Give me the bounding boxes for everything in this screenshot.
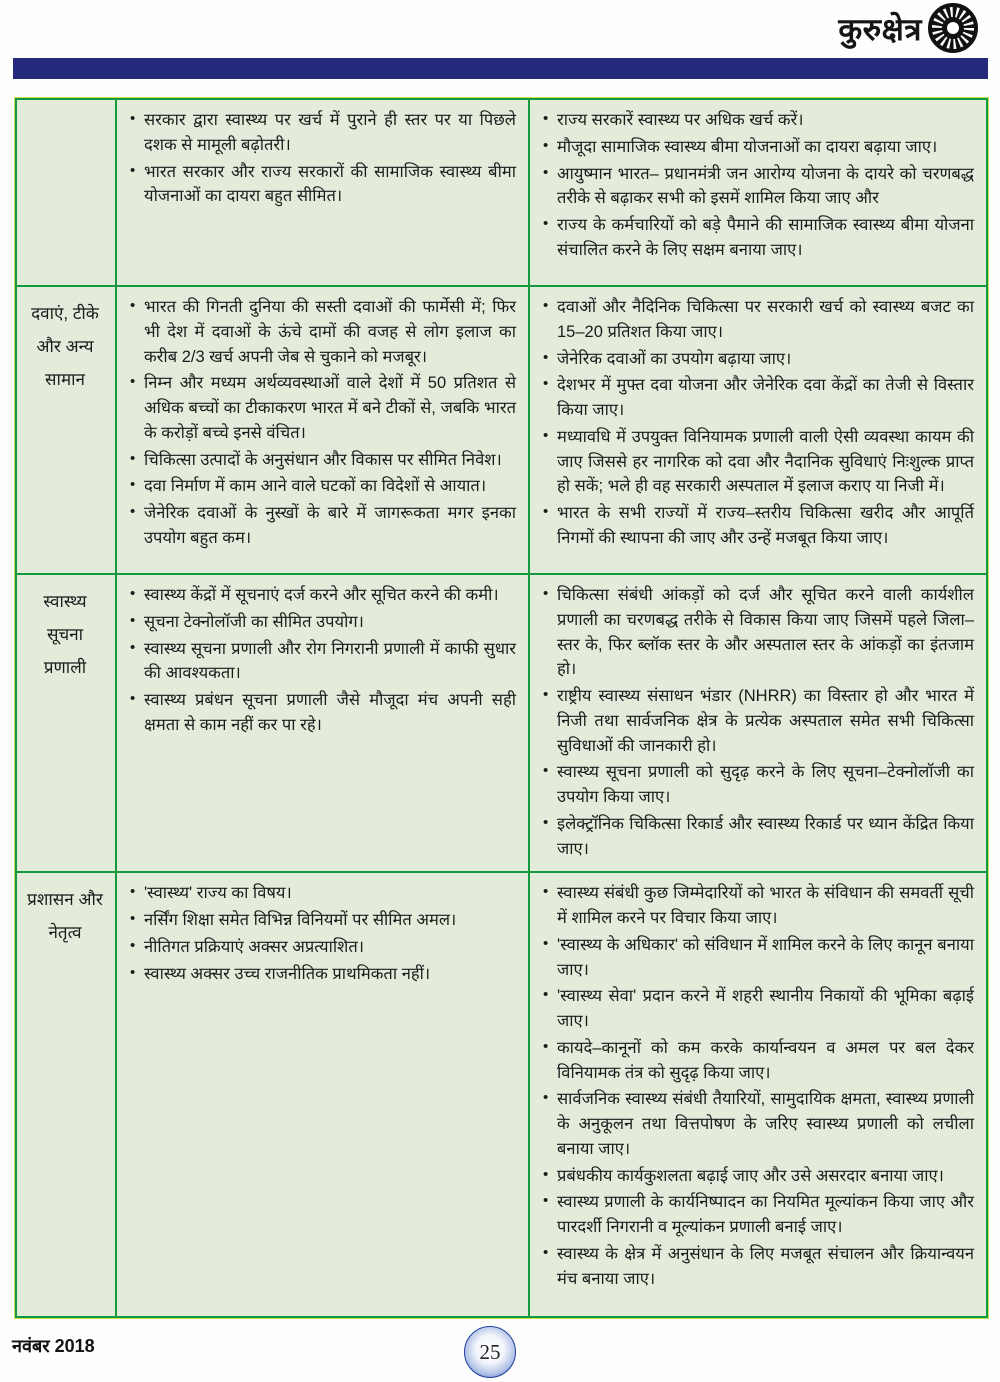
issues-cell — [117, 575, 530, 871]
table-row — [17, 287, 986, 575]
bullet-item: • इलेक्ट्रॉनिक चिकित्सा रिकार्ड और स्वास्थ्य रिकार्ड पर ध्यान केंद्रित किया जाए। — [540, 812, 974, 862]
recommendations-cell-list — [540, 881, 974, 1291]
bullet-item: • भारत सरकार और राज्य सरकारों की सामाजिक स्वास्थ्य बीमा योजनाओं का दायरा बहुत सीमित। — [127, 160, 516, 210]
issues-cell — [117, 287, 530, 573]
issues-cell-list — [127, 881, 516, 986]
bullet-item: • 'स्वास्थ्य सेवा' प्रदान करने में शहरी स्थानीय निकायों की भूमिका बढ़ाई जाए। — [540, 984, 974, 1034]
chakra-emblem-icon — [928, 3, 978, 53]
bullet-item: • स्वास्थ्य केंद्रों में सूचनाएं दर्ज करने और सूचित करने की कमी। — [127, 583, 516, 608]
bullet-item: • स्वास्थ्य सूचना प्रणाली को सुदृढ़ करने के लिए सूचना–टेक्नोलॉजी का उपयोग किया जाए। — [540, 760, 974, 810]
issues-table — [15, 98, 988, 1318]
recommendations-cell-list — [540, 108, 974, 263]
table-row — [17, 575, 986, 873]
recommendations-cell — [530, 287, 986, 573]
recommendations-cell — [530, 873, 986, 1316]
issues-cell — [117, 873, 530, 1316]
table-row — [17, 100, 986, 287]
bullet-item: • चिकित्सा उत्पादों के अनुसंधान और विकास पर सीमित निवेश। — [127, 448, 516, 473]
bullet-item: • 'स्वास्थ्य' राज्य का विषय। — [127, 881, 516, 906]
bullet-item: • नीतिगत प्रक्रियाएं अक्सर अप्रत्याशित। — [127, 935, 516, 960]
bullet-item: • जेनेरिक दवाओं के नुस्खों के बारे में जागरूकता मगर इनका उपयोग बहुत कम। — [127, 501, 516, 551]
bullet-item: • सार्वजनिक स्वास्थ्य संबंधी तैयारियों, सामुदायिक क्षमता, स्वास्थ्य प्रणाली के अनुकूलन तथा वित्तपोषण के जरिए स्वास्थ्य प्रणाली को लचीला बनाया जाए। — [540, 1087, 974, 1161]
bullet-item: • कायदे–कानूनों को कम करके कार्यान्वयन व अमल पर बल देकर विनियामक तंत्र को सुदृढ़ किया जाए। — [540, 1036, 974, 1086]
bullet-item: • देशभर में मुफ्त दवा योजना और जेनेरिक दवा केंद्रों का तेजी से विस्तार किया जाए। — [540, 373, 974, 423]
footer-issue-date: नवंबर 2018 — [12, 1336, 95, 1356]
bullet-item: • मध्यावधि में उपयुक्त विनियामक प्रणाली वाली ऐसी व्यवस्था कायम की जाए जिससे हर नागरिक को दवा और नैदानिक सुविधाएं निःशुल्क प्राप्त हो सकें; भले ही वह सरकारी अस्पताल में इलाज कराए या निजी में। — [540, 425, 974, 499]
table-row — [17, 873, 986, 1316]
bullet-item: • आयुष्मान भारत– प्रधानमंत्री जन आरोग्य योजना के दायरे को चरणबद्ध तरीके से बढ़ाकर सभी को इसमें शामिल किया जाए और — [540, 162, 974, 212]
bullet-item: • चिकित्सा संबंधी आंकड़ों को दर्ज और सूचित करने वाली कार्यशील प्रणाली का चरणबद्ध तरीके से विकास किया जाए जिसमें पहले जिला–स्तर के, फिर ब्लॉक स्तर के और अस्पताल स्तर के आंकड़ों का इंतजाम हो। — [540, 583, 974, 682]
bullet-item: • नर्सिंग शिक्षा समेत विभिन्न विनियमों पर सीमित अमल। — [127, 908, 516, 933]
bullet-item: • स्वास्थ्य सूचना प्रणाली और रोग निगरानी प्रणाली में काफी सुधार की आवश्यकता। — [127, 637, 516, 687]
bullet-item: • स्वास्थ्य प्रबंधन सूचना प्रणाली जैसे मौजूदा मंच अपनी सही क्षमता से काम नहीं कर पा रहे। — [127, 688, 516, 738]
bullet-item: • भारत के सभी राज्यों में राज्य–स्तरीय चिकित्सा खरीद और आपूर्ति निगमों की स्थापना की जाए और उन्हें मजबूत किया जाए। — [540, 501, 974, 551]
page-number: 25 — [479, 1339, 501, 1364]
bullet-item: • निम्न और मध्यम अर्थव्यवस्थाओं वाले देशों में 50 प्रतिशत से अधिक बच्चों का टीकाकरण भारत में बने टीकों से, जबकि भारत के करोड़ों बच्चे इनसे वंचित। — [127, 371, 516, 445]
bullet-item: • स्वास्थ्य के क्षेत्र में अनुसंधान के लिए मजबूत संचालन और क्रियान्वयन मंच बनाया जाए। — [540, 1242, 974, 1292]
recommendations-cell-list — [540, 583, 974, 861]
bullet-item: • प्रबंधकीय कार्यकुशलता बढ़ाई जाए और उसे असरदार बनाया जाए। — [540, 1164, 974, 1189]
issues-cell-list — [127, 108, 516, 209]
row-header-cell: स्वास्थ्य सूचना प्रणाली — [17, 575, 117, 871]
bullet-item: • 'स्वास्थ्य के अधिकार' को संविधान में शामिल करने के लिए कानून बनाया जाए। — [540, 933, 974, 983]
bullet-item: • सूचना टेक्नोलॉजी का सीमित उपयोग। — [127, 610, 516, 635]
bullet-item: • दवा निर्माण में काम आने वाले घटकों का विदेशों से आयात। — [127, 474, 516, 499]
bullet-item: • राज्य के कर्मचारियों को बड़े पैमाने की सामाजिक स्वास्थ्य बीमा योजना संचालित करने के लिए सक्षम बनाया जाए। — [540, 213, 974, 263]
bullet-item: • स्वास्थ्य अक्सर उच्च राजनीतिक प्राथमिकता नहीं। — [127, 962, 516, 987]
bullet-item: • मौजूदा सामाजिक स्वास्थ्य बीमा योजनाओं का दायरा बढ़ाया जाए। — [540, 135, 974, 160]
bullet-item: • राष्ट्रीय स्वास्थ्य संसाधन भंडार (NHRR) का विस्तार हो और भारत में निजी तथा सार्वजनिक क्षेत्र के प्रत्येक अस्पताल समेत सभी चिकित्सा सुविधाओं की जानकारी हो। — [540, 684, 974, 758]
bullet-item: • भारत की गिनती दुनिया की सस्ती दवाओं की फार्मेसी में; फिर भी देश में दवाओं के ऊंचे दामों की वजह से लोग इलाज का करीब 2/3 खर्च अपनी जेब से चुकाने को मजबूर। — [127, 295, 516, 369]
magazine-title: कुरुक्षेत्र — [838, 12, 922, 48]
bullet-item: • जेनेरिक दवाओं का उपयोग बढ़ाया जाए। — [540, 347, 974, 372]
recommendations-cell-list — [540, 295, 974, 551]
bullet-item: • सरकार द्वारा स्वास्थ्य पर खर्च में पुराने ही स्तर पर या पिछले दशक से मामूली बढ़ोतरी। — [127, 108, 516, 158]
bullet-item: • स्वास्थ्य संबंधी कुछ जिम्मेदारियों को भारत के संविधान की समवर्ती सूची में शामिल करने पर विचार किया जाए। — [540, 881, 974, 931]
bullet-item: • राज्य सरकारें स्वास्थ्य पर अधिक खर्च करें। — [540, 108, 974, 133]
page-number-badge — [464, 1326, 516, 1378]
issues-cell-list — [127, 295, 516, 551]
row-header-cell — [17, 100, 117, 285]
header-divider-bar — [13, 58, 988, 79]
issues-cell — [117, 100, 530, 285]
row-header-cell: दवाएं, टीके और अन्य सामान — [17, 287, 117, 573]
issues-cell-list — [127, 583, 516, 738]
bullet-item: • दवाओं और नैदिनिक चिकित्सा पर सरकारी खर्च को स्वास्थ्य बजट का 15–20 प्रतिशत किया जाए। — [540, 295, 974, 345]
row-header-cell: प्रशासन और नेतृत्व — [17, 873, 117, 1316]
recommendations-cell — [530, 100, 986, 285]
bullet-item: • स्वास्थ्य प्रणाली के कार्यनिष्पादन का नियमित मूल्यांकन किया जाए और पारदर्शी निगरानी व मूल्यांकन प्रणाली बनाई जाए। — [540, 1190, 974, 1240]
recommendations-cell — [530, 575, 986, 871]
